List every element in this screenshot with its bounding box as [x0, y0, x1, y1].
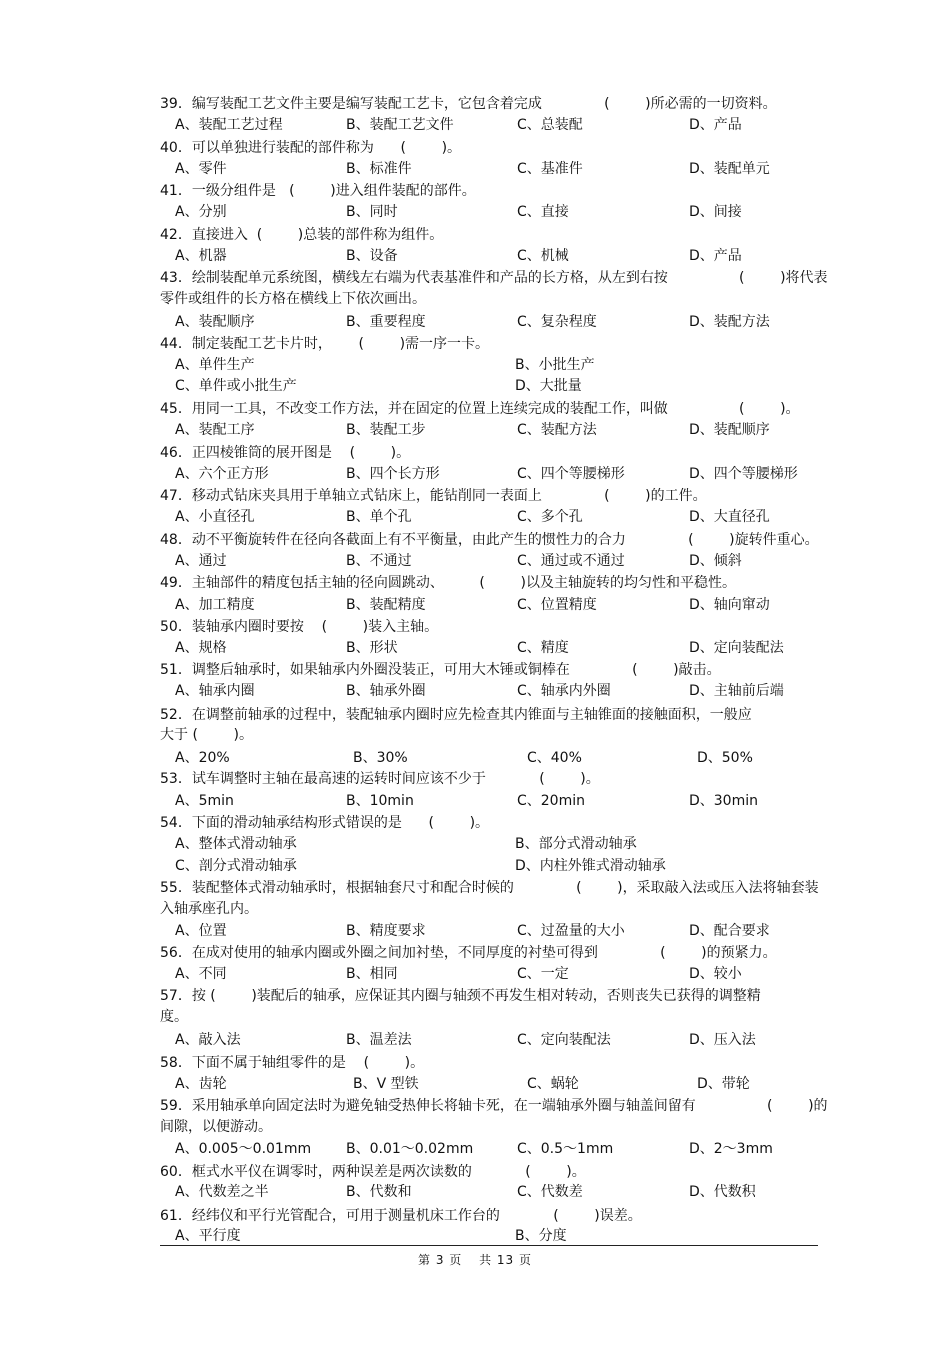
- answer-option: B、0.01～0.02mm: [346, 1141, 474, 1157]
- question-stem: 39．编写装配工艺文件主要是编写装配工艺卡，它包含着完成 ( )所必需的一切资料。: [160, 96, 777, 112]
- answer-option: B、分度: [515, 1228, 567, 1244]
- question-stem-continued: 大于 ( )。: [160, 727, 253, 743]
- question-stem: 52．在调整前轴承的过程中，装配轴承内圈时应先检查其内锥面与主轴锥面的接触面积，一般应: [160, 707, 752, 723]
- question-stem-continued: 零件或组件的长方格在横线上下依次画出。: [160, 291, 426, 307]
- question-stem: 57．按 ( )装配后的轴承，应保证其内圈与轴颈不再发生相对转动，否则丧失已获得的调整精: [160, 988, 761, 1004]
- answer-option: B、设备: [346, 248, 398, 264]
- answer-option: D、间接: [689, 204, 742, 220]
- answer-option: C、复杂程度: [517, 314, 597, 330]
- footer-divider: [160, 1245, 818, 1246]
- answer-option: D、轴向窜动: [689, 597, 770, 613]
- answer-option: B、10min: [346, 793, 414, 809]
- answer-option: A、代数差之半: [175, 1184, 269, 1200]
- answer-option: C、位置精度: [517, 597, 597, 613]
- question-stem: 49．主轴部件的精度包括主轴的径向圆跳动、 ( )以及主轴旋转的均匀性和平稳性。: [160, 575, 736, 591]
- answer-option: C、基准件: [517, 161, 583, 177]
- question-stem: 51．调整后轴承时，如果轴承内外圈没装正，可用大木锤或铜棒在 ( )敲击。: [160, 662, 721, 678]
- question-stem: 44．制定装配工艺卡片时， ( )需一序一卡。: [160, 336, 490, 352]
- answer-option: A、20%: [175, 750, 230, 766]
- question-stem: 60．框式水平仪在调零时，两种误差是两次读数的 ( )。: [160, 1164, 586, 1180]
- answer-option: D、2～3mm: [689, 1141, 773, 1157]
- answer-option: D、30min: [689, 793, 758, 809]
- answer-option: C、过盈量的大小: [517, 923, 625, 939]
- page-total: 共 13 页: [479, 1253, 532, 1267]
- question-stem: 45．用同一工具，不改变工作方法，并在固定的位置上连续完成的装配工作，叫做 ( )。: [160, 401, 800, 417]
- answer-option: C、四个等腰梯形: [517, 466, 625, 482]
- answer-option: A、分别: [175, 204, 227, 220]
- question-stem-continued: 间隙，以便游动。: [160, 1119, 272, 1135]
- answer-option: B、单个孔: [346, 509, 412, 525]
- answer-option: A、轴承内圈: [175, 683, 255, 699]
- question-stem: 40．可以单独进行装配的部件称为 ( )。: [160, 140, 462, 156]
- question-stem: 43．绘制装配单元系统图，横线左右端为代表基准件和产品的长方格，从左到右按 ( )将代表: [160, 270, 828, 286]
- answer-option: B、精度要求: [346, 923, 426, 939]
- answer-option: C、多个孔: [517, 509, 583, 525]
- answer-option: A、整体式滑动轴承: [175, 836, 297, 852]
- answer-option: D、产品: [689, 117, 742, 133]
- answer-option: A、不同: [175, 966, 227, 982]
- answer-option: A、装配工艺过程: [175, 117, 283, 133]
- answer-option: C、总装配: [517, 117, 583, 133]
- question-stem: 50．装轴承内圈时要按 ( )装入主轴。: [160, 619, 439, 635]
- answer-option: D、四个等腰梯形: [689, 466, 798, 482]
- answer-option: B、不通过: [346, 553, 412, 569]
- answer-option: D、定向装配法: [689, 640, 784, 656]
- page-footer: [0, 1250, 950, 1270]
- answer-option: A、规格: [175, 640, 227, 656]
- question-stem: 61．经纬仪和平行光管配合，可用于测量机床工作台的 ( )误差。: [160, 1208, 642, 1224]
- question-stem: 41．一级分组件是 ( )进入组件装配的部件。: [160, 183, 476, 199]
- answer-option: B、形状: [346, 640, 398, 656]
- answer-option: D、主轴前后端: [689, 683, 784, 699]
- answer-option: C、代数差: [517, 1184, 583, 1200]
- answer-option: D、大批量: [515, 378, 582, 394]
- answer-option: D、产品: [689, 248, 742, 264]
- answer-option: B、标准件: [346, 161, 412, 177]
- answer-option: D、装配方法: [689, 314, 770, 330]
- answer-option: D、装配顺序: [689, 422, 770, 438]
- answer-option: D、倾斜: [689, 553, 742, 569]
- answer-option: D、代数积: [689, 1184, 756, 1200]
- answer-option: B、装配精度: [346, 597, 426, 613]
- answer-option: A、零件: [175, 161, 227, 177]
- answer-option: D、内柱外锥式滑动轴承: [515, 858, 666, 874]
- answer-option: D、压入法: [689, 1032, 756, 1048]
- answer-option: C、机械: [517, 248, 569, 264]
- answer-option: C、通过或不通过: [517, 553, 625, 569]
- question-stem: 55．装配整体式滑动轴承时，根据轴套尺寸和配合时候的 ( )，采取敲入法或压入法将轴套装: [160, 880, 819, 896]
- answer-option: C、装配方法: [517, 422, 597, 438]
- answer-option: B、代数和: [346, 1184, 412, 1200]
- answer-option: A、平行度: [175, 1228, 241, 1244]
- question-stem: 46．正四棱锥筒的展开图是 ( )。: [160, 445, 411, 461]
- question-stem-continued: 度。: [160, 1009, 188, 1025]
- answer-option: C、定向装配法: [517, 1032, 611, 1048]
- answer-option: B、同时: [346, 204, 398, 220]
- answer-option: B、四个长方形: [346, 466, 440, 482]
- answer-option: D、较小: [689, 966, 742, 982]
- answer-option: C、精度: [517, 640, 569, 656]
- question-stem-continued: 入轴承座孔内。: [160, 901, 258, 917]
- answer-option: B、小批生产: [515, 357, 595, 373]
- answer-option: C、一定: [517, 966, 569, 982]
- answer-option: B、轴承外圈: [346, 683, 426, 699]
- question-stem: 53．试车调整时主轴在最高速的运转时间应该不少于 ( )。: [160, 771, 600, 787]
- answer-option: D、大直径孔: [689, 509, 770, 525]
- question-stem: 56．在成对使用的轴承内圈或外圈之间加衬垫，不同厚度的衬垫可得到 ( )的预紧力。: [160, 945, 777, 961]
- answer-option: A、位置: [175, 923, 227, 939]
- question-stem: 59．采用轴承单向固定法时为避免轴受热伸长将轴卡死，在一端轴承外圈与轴盖间留有 ( )的: [160, 1098, 828, 1114]
- answer-option: B、装配工步: [346, 422, 426, 438]
- question-stem: 54．下面的滑动轴承结构形式错误的是 ( )。: [160, 815, 490, 831]
- answer-option: A、通过: [175, 553, 227, 569]
- page-number: 第 3 页: [418, 1253, 463, 1267]
- answer-option: C、20min: [517, 793, 585, 809]
- answer-option: C、蜗轮: [527, 1076, 579, 1092]
- answer-option: A、装配顺序: [175, 314, 255, 330]
- answer-option: D、带轮: [697, 1076, 750, 1092]
- answer-option: B、相同: [346, 966, 398, 982]
- answer-option: C、40%: [527, 750, 582, 766]
- question-stem: 58．下面不属于轴组零件的是 ( )。: [160, 1055, 425, 1071]
- answer-option: B、重要程度: [346, 314, 426, 330]
- answer-option: B、30%: [353, 750, 408, 766]
- answer-option: A、六个正方形: [175, 466, 269, 482]
- answer-option: A、加工精度: [175, 597, 255, 613]
- answer-option: A、敲入法: [175, 1032, 241, 1048]
- answer-option: A、齿轮: [175, 1076, 227, 1092]
- answer-option: A、5min: [175, 793, 234, 809]
- answer-option: C、轴承内外圈: [517, 683, 611, 699]
- answer-option: A、机器: [175, 248, 227, 264]
- answer-option: A、0.005～0.01mm: [175, 1141, 312, 1157]
- answer-option: C、剖分式滑动轴承: [175, 858, 297, 874]
- answer-option: D、装配单元: [689, 161, 770, 177]
- answer-option: A、装配工序: [175, 422, 255, 438]
- question-stem: 42．直接进入 ( )总装的部件称为组件。: [160, 227, 444, 243]
- question-stem: 48．动不平衡旋转件在径向各截面上有不平衡量，由此产生的惯性力的合力 ( )旋转件重心。: [160, 532, 819, 548]
- answer-option: B、部分式滑动轴承: [515, 836, 637, 852]
- answer-option: C、单件或小批生产: [175, 378, 297, 394]
- answer-option: A、单件生产: [175, 357, 255, 373]
- answer-option: C、直接: [517, 204, 569, 220]
- answer-option: D、50%: [697, 750, 753, 766]
- answer-option: C、0.5～1mm: [517, 1141, 614, 1157]
- answer-option: B、温差法: [346, 1032, 412, 1048]
- answer-option: B、V 型铁: [353, 1076, 419, 1092]
- answer-option: D、配合要求: [689, 923, 770, 939]
- question-stem: 47．移动式钻床夹具用于单轴立式钻床上，能钻削同一表面上 ( )的工件。: [160, 488, 707, 504]
- answer-option: A、小直径孔: [175, 509, 255, 525]
- answer-option: B、装配工艺文件: [346, 117, 454, 133]
